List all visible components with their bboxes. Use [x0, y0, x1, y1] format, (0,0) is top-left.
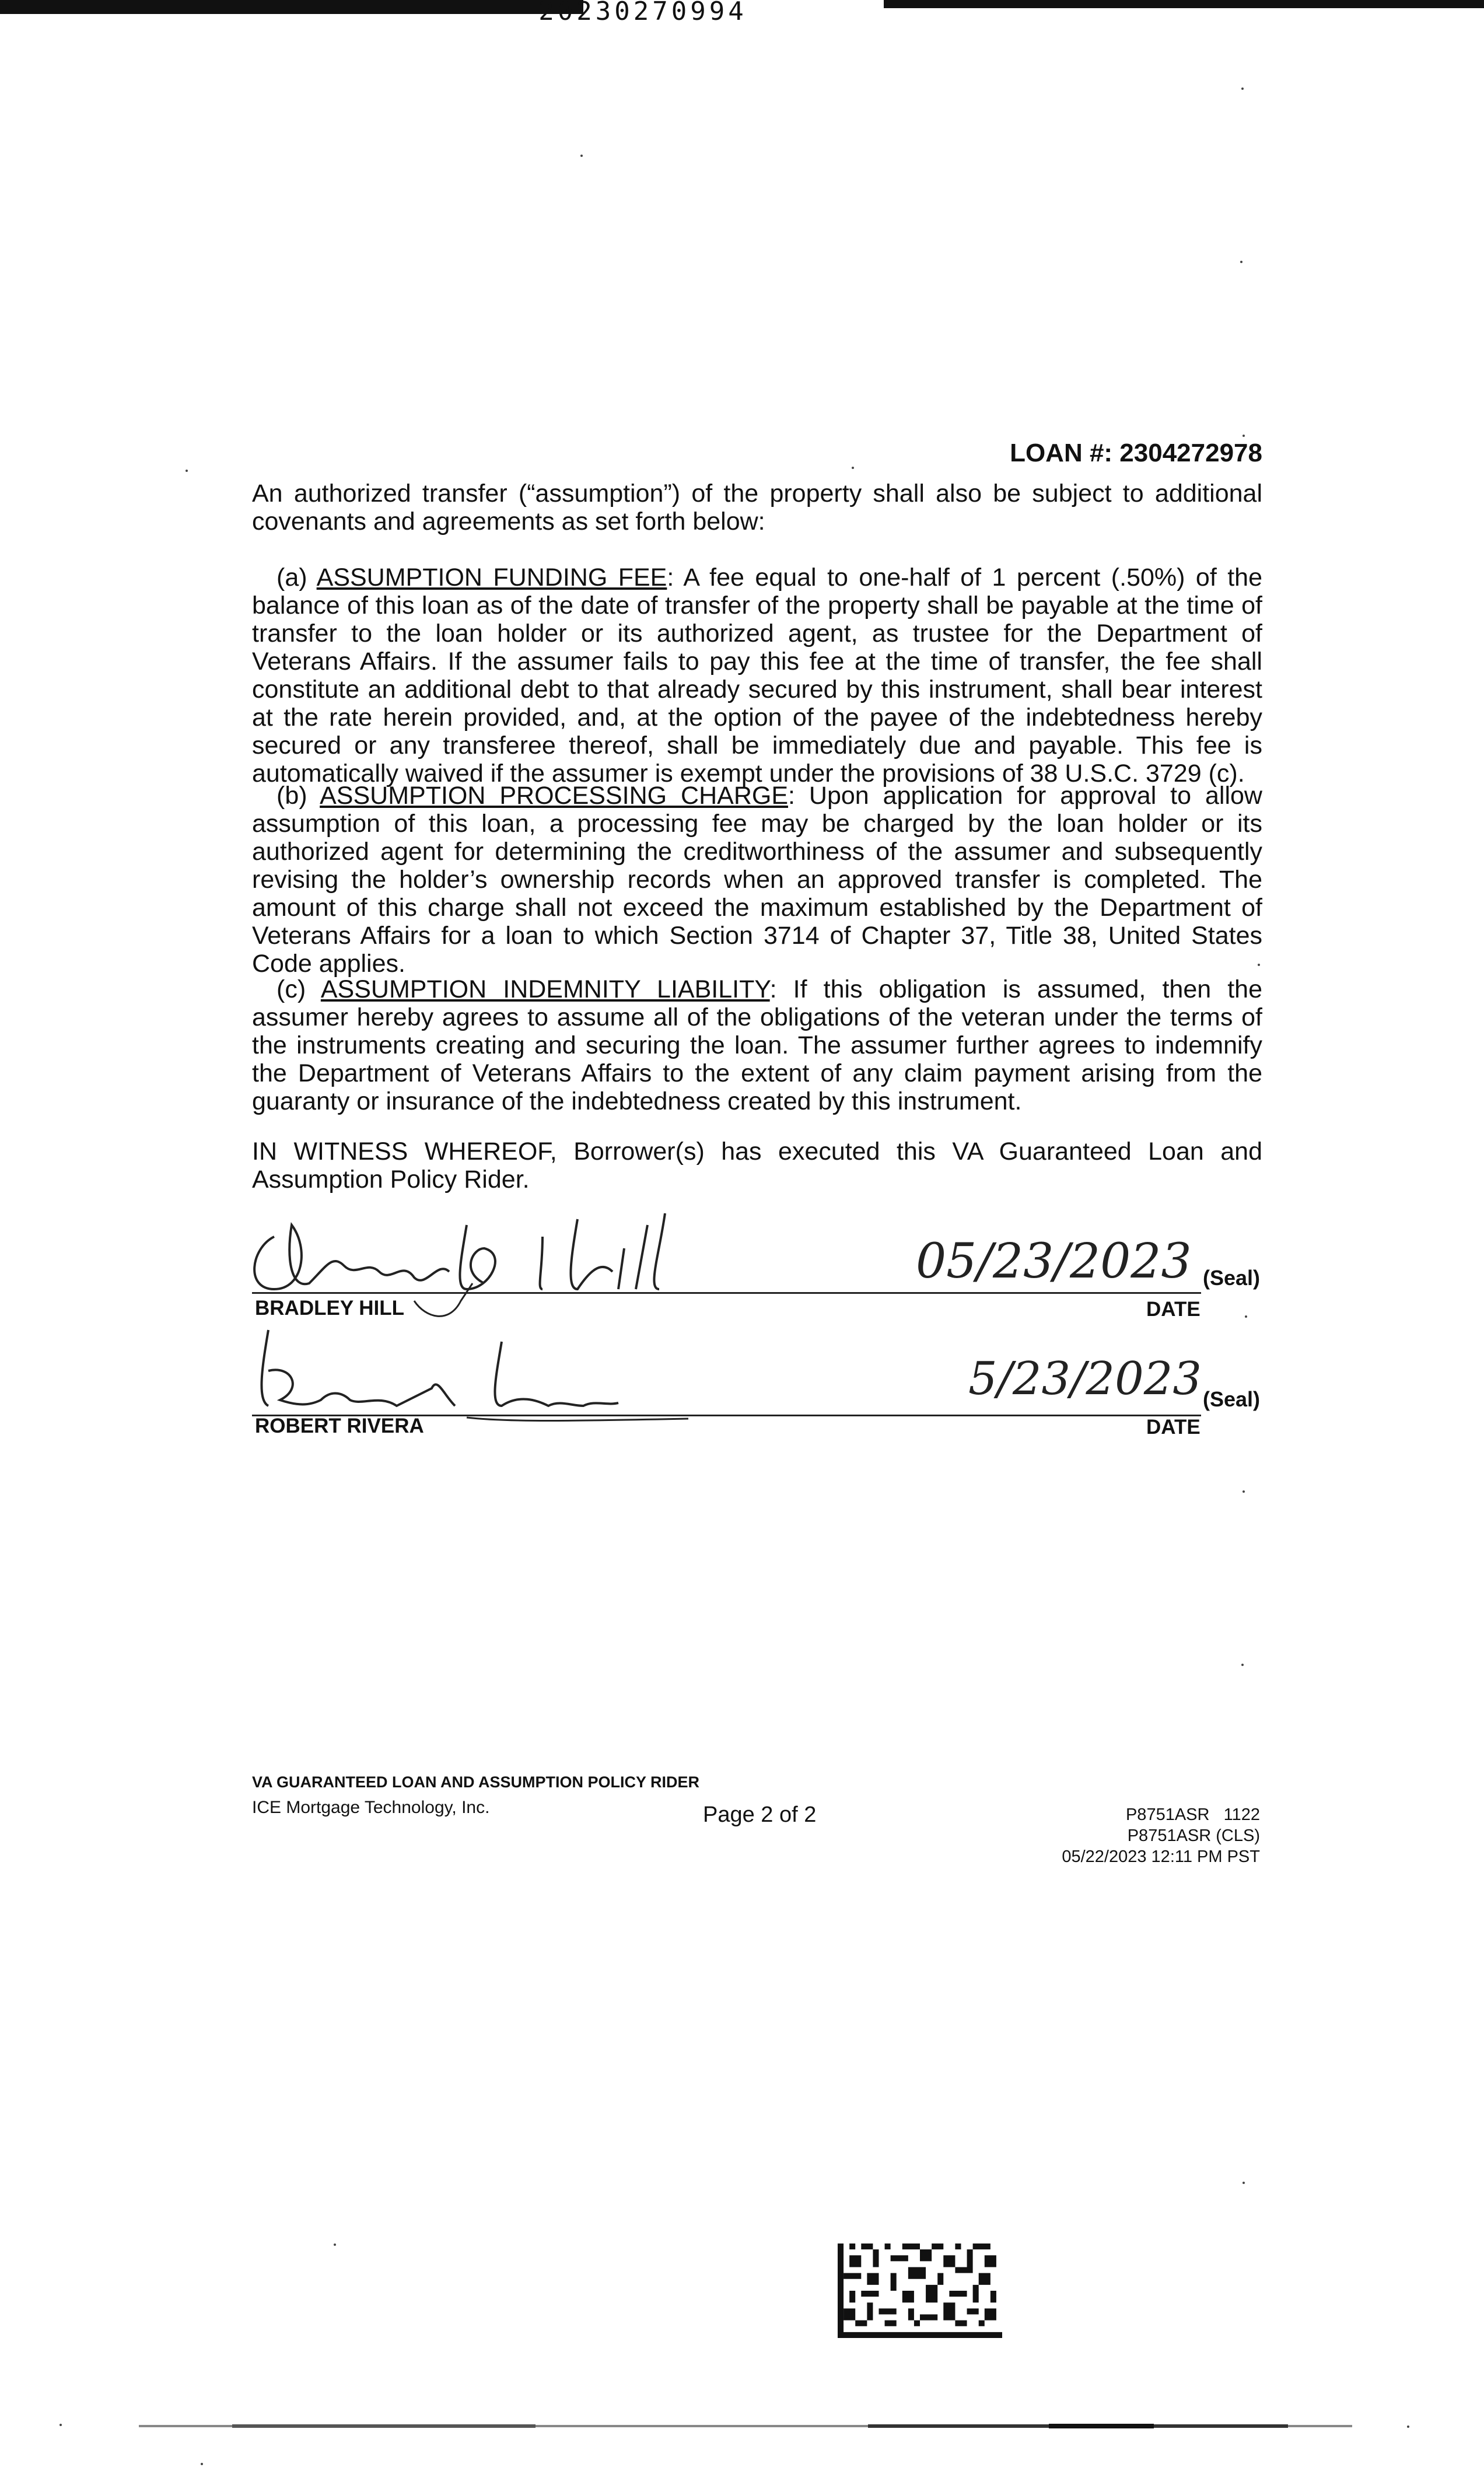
signature-robert-rivera	[245, 1318, 770, 1418]
signature-line-1	[252, 1292, 1201, 1294]
witness-paragraph: IN WITNESS WHEREOF, Borrower(s) has executed this VA Guaranteed Loan and Assumption Policy Rider.	[252, 1138, 1262, 1194]
signer-name-1: BRADLEY HILL	[255, 1297, 405, 1320]
scan-speck	[580, 155, 583, 157]
footer-form-codes	[1062, 1804, 1260, 1867]
signature-bradley-hill	[239, 1202, 764, 1307]
footer-form-code: P8751ASR 1122	[1125, 1805, 1260, 1824]
signer-name-2: ROBERT RIVERA	[255, 1415, 424, 1437]
scan-speck	[186, 470, 188, 472]
handwritten-date-1	[910, 1225, 1213, 1289]
clause-c	[252, 975, 1262, 1115]
handwritten-date-1-text: 05/23/2023	[916, 1234, 1192, 1289]
handwritten-date-2-text: 5/23/2023	[968, 1353, 1202, 1405]
clause-c-prefix: (c)	[276, 975, 321, 1003]
scan-bottom-edge	[139, 2423, 1352, 2429]
scan-speck	[334, 2244, 336, 2246]
date-label-1: DATE	[1146, 1298, 1200, 1321]
footer-page-number: Page 2 of 2	[703, 1803, 817, 1827]
loan-number: LOAN #: 2304272978	[1010, 439, 1262, 467]
clause-b-text: : Upon application for approval to allow assumption of this loan, a processing fee may be charged by the loan holder or its authorized agent for determining the creditworthiness of the assumer and subsequently revising the holder’s ownership records when an approved transfer is completed. The amount of this charge shall not exceed the maximum established by the Department of Veterans Affairs for a loan to which Section 3714 of Chapter 37, Title 38, United States Code applies.	[252, 782, 1262, 978]
scan-speck	[1242, 1490, 1245, 1493]
clause-a	[252, 564, 1262, 788]
clause-a-prefix: (a)	[276, 564, 317, 592]
scan-speck	[201, 2463, 203, 2465]
intro-paragraph: An authorized transfer (“assumption”) of the property shall also be subject to additional covenants and agreements as set forth below:	[252, 480, 1262, 536]
recording-number: 20230270994	[538, 0, 747, 26]
clause-b	[252, 782, 1262, 978]
scan-speck	[1258, 964, 1260, 966]
scan-speck	[1245, 1315, 1247, 1318]
footer-form-title: VA GUARANTEED LOAN AND ASSUMPTION POLICY RIDER	[252, 1773, 700, 1791]
seal-label-1: (Seal)	[1203, 1266, 1261, 1290]
scan-speck	[1242, 2182, 1245, 2184]
seal-label-2: (Seal)	[1203, 1387, 1261, 1411]
clause-a-text: : A fee equal to one-half of 1 percent (.50%) of the balance of this loan as of the date of transfer of the property shall be payable at the time of transfer to the loan holder or its authorized agent, as trustee for the Department of Veterans Affairs. If the assumer fails to pay this fee at the time of transfer, the fee shall constitute an additional debt to that already secured by this instrument, shall bear interest at the rate herein provided, and, at the option of the payee of the indebtedness hereby secured or any transferee thereof, shall be immediately due and payable. This fee is automatically waived if the assumer is exempt under the provisions of 38 U.S.C. 3729 (c).	[252, 564, 1262, 788]
clause-b-heading: ASSUMPTION PROCESSING CHARGE	[320, 782, 789, 810]
scan-speck	[60, 2424, 62, 2426]
footer-form-code-cls: P8751ASR (CLS)	[1127, 1826, 1260, 1845]
clause-a-heading: ASSUMPTION FUNDING FEE	[316, 564, 667, 592]
footer-timestamp: 05/22/2023 12:11 PM PST	[1062, 1847, 1260, 1866]
scan-speck	[1241, 1664, 1244, 1666]
clause-c-heading: ASSUMPTION INDEMNITY LIABILITY	[320, 975, 770, 1003]
date-label-2: DATE	[1146, 1416, 1200, 1438]
scan-speck	[1407, 2426, 1409, 2428]
document-barcode	[838, 2244, 1002, 2338]
scan-speck	[852, 467, 854, 469]
scan-speck	[1240, 261, 1242, 263]
clause-c-text: : If this obligation is assumed, then the assumer hereby agrees to assume all of the obligations of the veteran under the terms of the instruments creating and securing the loan. The assumer further agrees to indemnify the Department of Veterans Affairs to the extent of any claim payment arising from the guaranty or insurance of the indebtedness created by this instrument.	[252, 975, 1263, 1115]
footer-company: ICE Mortgage Technology, Inc.	[252, 1798, 490, 1817]
clause-b-prefix: (b)	[276, 782, 320, 810]
scan-speck	[1241, 88, 1244, 90]
scan-speck	[1242, 435, 1245, 437]
